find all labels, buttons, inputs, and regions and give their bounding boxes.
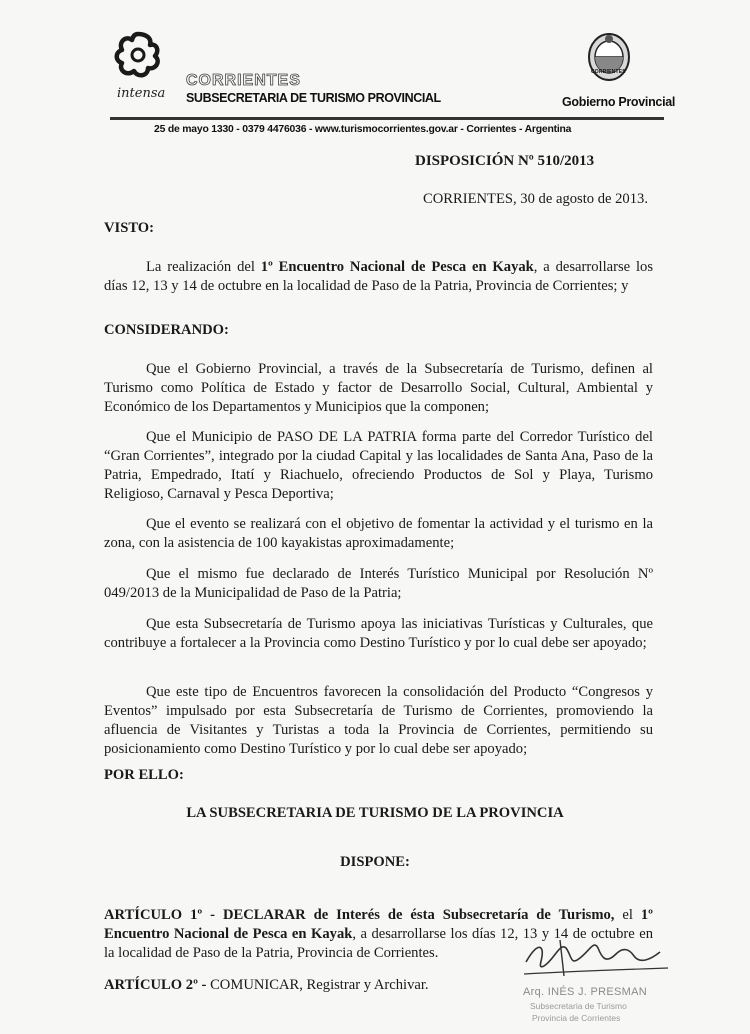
- considerando-paragraph: Que el evento se realizará con el objetivo de fomentar la actividad y el turismo en la zona, con la asistencia de 100 kayakistas aproximadamente;: [104, 516, 653, 551]
- header-divider: [110, 117, 664, 120]
- visto-text-c: , a desarrollarse los días 12, 13 y 14 de octubre en la localidad de Paso de la Patria, Provincia de Corrientes; y: [104, 259, 654, 294]
- authority-title: LA SUBSECRETARIA DE TURISMO DE LA PROVINCIA: [186, 805, 564, 821]
- article-2: [104, 976, 524, 995]
- considerando-heading: CONSIDERANDO:: [104, 322, 229, 338]
- disposition-number: DISPOSICIÓN Nº 510/2013: [415, 153, 595, 169]
- article-2-text: COMUNICAR, Registrar y Archivar.: [206, 977, 429, 993]
- visto-paragraph: [104, 258, 653, 296]
- gobierno-provincial: Gobierno Provincial: [562, 95, 676, 109]
- visto-text-a: La realización del: [146, 259, 261, 275]
- considerando-paragraph: Que el mismo fue declarado de Interés Turístico Municipal por Resolución Nº 049/2013 de la Municipalidad de Paso de la Patria;: [104, 566, 653, 601]
- seal-text: CORRIENTES: [591, 69, 626, 75]
- stamp-line-2: Provincia de Corrientes: [532, 1013, 621, 1023]
- contact-line: 25 de mayo 1330 - 0379 4476036 - www.turismocorrientes.gov.ar - Corrientes - Argentina: [154, 124, 572, 135]
- por-ello-heading: POR ELLO:: [104, 767, 184, 783]
- article-1-event-name: 1º Encuentro Nacional de Pesca en Kayak: [104, 907, 653, 942]
- considerando-paragraph: Que el Municipio de PASO DE LA PATRIA forma parte del Corredor Turístico del “Gran Corrientes”, integrado por la ciudad Capital y las localidades de Santa Ana, Paso de la Patria, Empedrado, Itatí y Riachuelo, ofreciendo Productos de Sol y Playa, Turismo Religioso, Carnaval y Pesca Deportiva;: [104, 429, 653, 502]
- article-1-heading: ARTÍCULO 1º - DECLARAR de Interés de ésta Subsecretaría de Turismo,: [104, 907, 615, 923]
- considerando-paragraph: Que el Gobierno Provincial, a través de la Subsecretaría de Turismo, definen al Turismo como Política de Estado y factor de Desarrollo Social, Cultural, Ambiental y Económico de los Departamentos y Municipios que la componen;: [104, 361, 653, 415]
- dispone-heading: DISPONE:: [340, 854, 410, 870]
- visto-heading: VISTO:: [104, 220, 155, 236]
- considerando-paragraph: Que esta Subsecretaría de Turismo apoya las iniciativas Turísticas y Culturales, que contribuye a fortalecer a la Provincia como Destino Turístico y por lo cual debe ser apoyado;: [104, 616, 653, 651]
- tourism-logo-icon: [112, 28, 164, 80]
- document-date: CORRIENTES, 30 de agosto de 2013.: [423, 191, 648, 207]
- signature-icon: [520, 934, 670, 984]
- brand-outline: CORRIENTES: [186, 72, 301, 89]
- brand-script: intensa: [117, 86, 166, 101]
- article-1-text-d: , a desarrollarse los días 12, 13 y 14 de octubre en la localidad de Paso de la Patria, Provincia de Corrientes.: [104, 926, 653, 961]
- stamp-line-1: Subsecretaria de Turismo: [530, 1001, 627, 1011]
- considerando-paragraph: Que este tipo de Encuentros favorecen la consolidación del Producto “Congresos y Eventos” impulsado por esta Subsecretaría de Turismo de Corrientes, promoviendo la afluencia de Visitantes y Turistas a toda la Provincia de Corrientes, permitiendo su posicionamiento como Destino Turístico y por lo cual debe ser apoyado;: [104, 684, 653, 757]
- article-2-heading: ARTÍCULO 2º -: [104, 977, 207, 993]
- article-1-text-b: el: [614, 907, 641, 923]
- stamp-name: Arq. INÉS J. PRESMAN: [523, 986, 647, 998]
- visto-event-name: 1º Encuentro Nacional de Pesca en Kayak: [260, 259, 534, 275]
- subsecretaria-title: SUBSECRETARIA DE TURISMO PROVINCIAL: [186, 91, 441, 105]
